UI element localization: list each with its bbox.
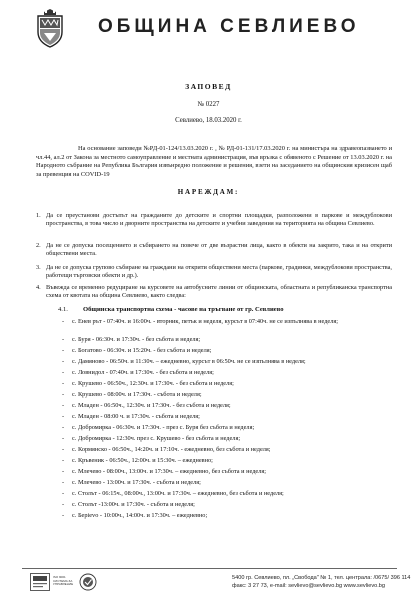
route-text: с. Буря - 06:30ч. и 17:30ч. - без събота и неделя; — [72, 336, 201, 343]
footer-address: 5400 гр. Севлиево, пл. „Свобода" № 1, тел. централа: /0675/ 396 114 — [232, 575, 411, 581]
certification-logos — [30, 571, 100, 593]
route-item: - с. Млечево - 08:00ч., 13:00ч. и 17:30ч. – ежедневно, без събота и неделя; — [62, 468, 394, 476]
quality-seal-icon — [78, 573, 98, 591]
route-text: с. Берievo - 10:00ч., 14:00ч. и 17:30ч. – ежедневно; — [72, 512, 208, 519]
route-item: - с. Млечево - 13:00ч. и 17:30ч. - събота и неделя; — [62, 479, 394, 487]
sub-section-heading — [58, 306, 284, 313]
item-number: 3. — [36, 264, 41, 271]
route-item: - с. Столът -13:00ч. и 17:30ч. - събота и неделя; — [62, 501, 394, 509]
route-text: с. Кръвеник - 06:50ч., 12:00ч. и 15:30ч. – ежедневно; — [72, 457, 213, 464]
sub-section-title: Общинска транспортна схема - часове на тръгване от гр. Севлиево — [83, 306, 284, 313]
route-text: с. Крушево - 06:50ч., 12:30ч. и 17:30ч. - без събота и неделя; — [72, 380, 234, 387]
route-text: с. Крушево - 08:00ч. и 17:30ч. - събота и неделя; — [72, 391, 202, 398]
legal-basis-paragraph: На основание заповеди №РД-01-124/13.03.2020 г. , № РД-01-131/17.03.2020 г. на министъра на здравеопазването и чл.44, ал.2 от Закона за местното самоуправление и местната администрация, във връзка с обявеното с Решение от 13.03.2020 г. на Народното събрание на Република България извънредно положение и решения, взети на заседанието на общинския кризисен щаб за превенция на COVID-19 — [36, 145, 392, 178]
route-item: - с. Дамяново - 06:50ч. и 11:30ч. – ежедневно, курсът в 06:50ч. не се изпълнява в неделя; — [62, 358, 394, 366]
route-text: с. Млечево - 08:00ч., 13:00ч. и 17:30ч. – ежедневно, без събота и неделя; — [72, 468, 266, 475]
footer-contacts: факс: 3 27 73, e-mail: sevlievo@sevlievo.bg www.sevlievo.bg — [232, 583, 386, 589]
order-item — [36, 284, 392, 301]
organization-name: ОБЩИНА СЕВЛИЕВО — [98, 16, 360, 37]
route-text: с. Младен - 08:00 ч. и 17:30ч. - събота и неделя; — [72, 413, 200, 420]
route-item: - с. Берievo - 10:00ч., 14:00ч. и 17:30ч. – ежедневно; — [62, 512, 394, 520]
route-item: - с. Столът - 06:15ч., 08:00ч., 13:00ч. и 17:30ч. – ежедневно, без събота и неделя; — [62, 490, 394, 498]
item-text: Въвежда се временно редуциране на курсовете на автобусните линии от общинската, областната и републиканска транспортна схема от квотата на община Севлиево, както следва: — [46, 284, 392, 300]
item-number: 1. — [36, 212, 41, 219]
route-item: - с. Кръвеник - 06:50ч., 12:00ч. и 15:30ч. – ежедневно; — [62, 457, 394, 465]
item-number: 2. — [36, 242, 41, 249]
certification-text: ISO 9001 СИСТЕМА ЗА УПРАВЛЕНИЕ — [53, 575, 74, 587]
route-item: - с. Младен - 06:50ч., 12:30ч. и 17:30ч. - без събота и неделя; — [62, 402, 394, 410]
route-text: с. Кормянско - 06:50ч., 14:20ч. и 17:10ч. - ежедневно, без събота и неделя; — [72, 446, 271, 453]
order-item — [36, 242, 392, 259]
letterhead — [0, 0, 417, 60]
municipal-crest-icon — [34, 8, 66, 48]
order-number: № 0227 — [197, 101, 220, 108]
item-text: Да не се допуска посещението и събирането на повече от две възрастни лица, както в обекти на закрито, така и на открити обществени места. — [46, 242, 392, 258]
route-item: - с. Енев рът - 07:40ч. и 16:00ч. - вторник, петък и неделя, курсът в 07:40ч. не се изпълнява в неделя; — [62, 318, 394, 326]
route-text: с. Ловнидол - 07:40ч. и 17:30ч. - без събота и неделя; — [72, 369, 214, 376]
sub-section-number: 4.1. — [58, 306, 68, 313]
route-item: - с. Добромирка - 06:30ч. и 17:30ч. - през с. Буря без събота и неделя; — [62, 424, 394, 432]
route-text: с. Добромирка - 06:30ч. и 17:30ч. - през с. Буря без събота и неделя; — [72, 424, 255, 431]
route-text: с. Дамяново - 06:50ч. и 11:30ч. – ежедневно, курсът в 06:50ч. не се изпълнява в неделя; — [72, 358, 306, 365]
route-text: с. Млечево - 13:00ч. и 17:30ч. - събота и неделя; — [72, 479, 201, 486]
route-item: - с. Ловнидол - 07:40ч. и 17:30ч. - без събота и неделя; — [62, 369, 394, 377]
route-text: с. Младен - 06:50ч., 12:30ч. и 17:30ч. - без събота и неделя; — [72, 402, 231, 409]
item-text: Да се преустанови достъпът на гражданите до детските и спортни площадки, разположени в паркове и междублокови пространства, в това число и дворните пространства на детските и учебни заведения на територията на община Севлиево. — [46, 212, 392, 228]
order-item — [36, 212, 392, 229]
route-item: - с. Крушево - 08:00ч. и 17:30ч. - събота и неделя; — [62, 391, 394, 399]
item-number: 4. — [36, 284, 41, 291]
route-text: с. Столът - 06:15ч., 08:00ч., 13:00ч. и 17:30ч. – ежедневно, без събота и неделя; — [72, 490, 284, 497]
route-item: - с. Кормянско - 06:50ч., 14:20ч. и 17:10ч. - ежедневно, без събота и неделя; — [62, 446, 394, 454]
route-text: с. Богатово - 06:30ч. и 15:20ч. - без събота и неделя; — [72, 347, 212, 354]
place-and-date: Севлиево, 18.03.2020 г. — [175, 117, 242, 124]
item-text: Да не се допуска групово събиране на граждани на открити обществени места (паркове, градинки, междублокови пространства, работещи търговски обекти и др.). — [46, 264, 392, 280]
route-text: с. Столът -13:00ч. и 17:30ч. - събота и неделя; — [72, 501, 195, 508]
order-item — [36, 264, 392, 281]
document-title: ЗАПОВЕД — [185, 82, 232, 91]
hereby-order-heading: НАРЕЖДАМ: — [177, 188, 240, 196]
iso-certification-logo-icon — [30, 573, 50, 591]
route-item: - с. Добромирка - 12:30ч. през с. Крушево - без събота и неделя; — [62, 435, 394, 443]
route-item: - с. Крушево - 06:50ч., 12:30ч. и 17:30ч. - без събота и неделя; — [62, 380, 394, 388]
footer-divider — [22, 568, 397, 569]
route-text: с. Добромирка - 12:30ч. през с. Крушево - без събота и неделя; — [72, 435, 241, 442]
route-item: - с. Богатово - 06:30ч. и 15:20ч. - без събота и неделя; — [62, 347, 394, 355]
route-item: - с. Буря - 06:30ч. и 17:30ч. - без събота и неделя; — [62, 336, 394, 344]
route-item: - с. Младен - 08:00 ч. и 17:30ч. - събота и неделя; — [62, 413, 394, 421]
route-text: с. Енев рът - 07:40ч. и 16:00ч. - вторник, петък и неделя, курсът в 07:40ч. не се изпълнява в неделя; — [72, 318, 338, 325]
